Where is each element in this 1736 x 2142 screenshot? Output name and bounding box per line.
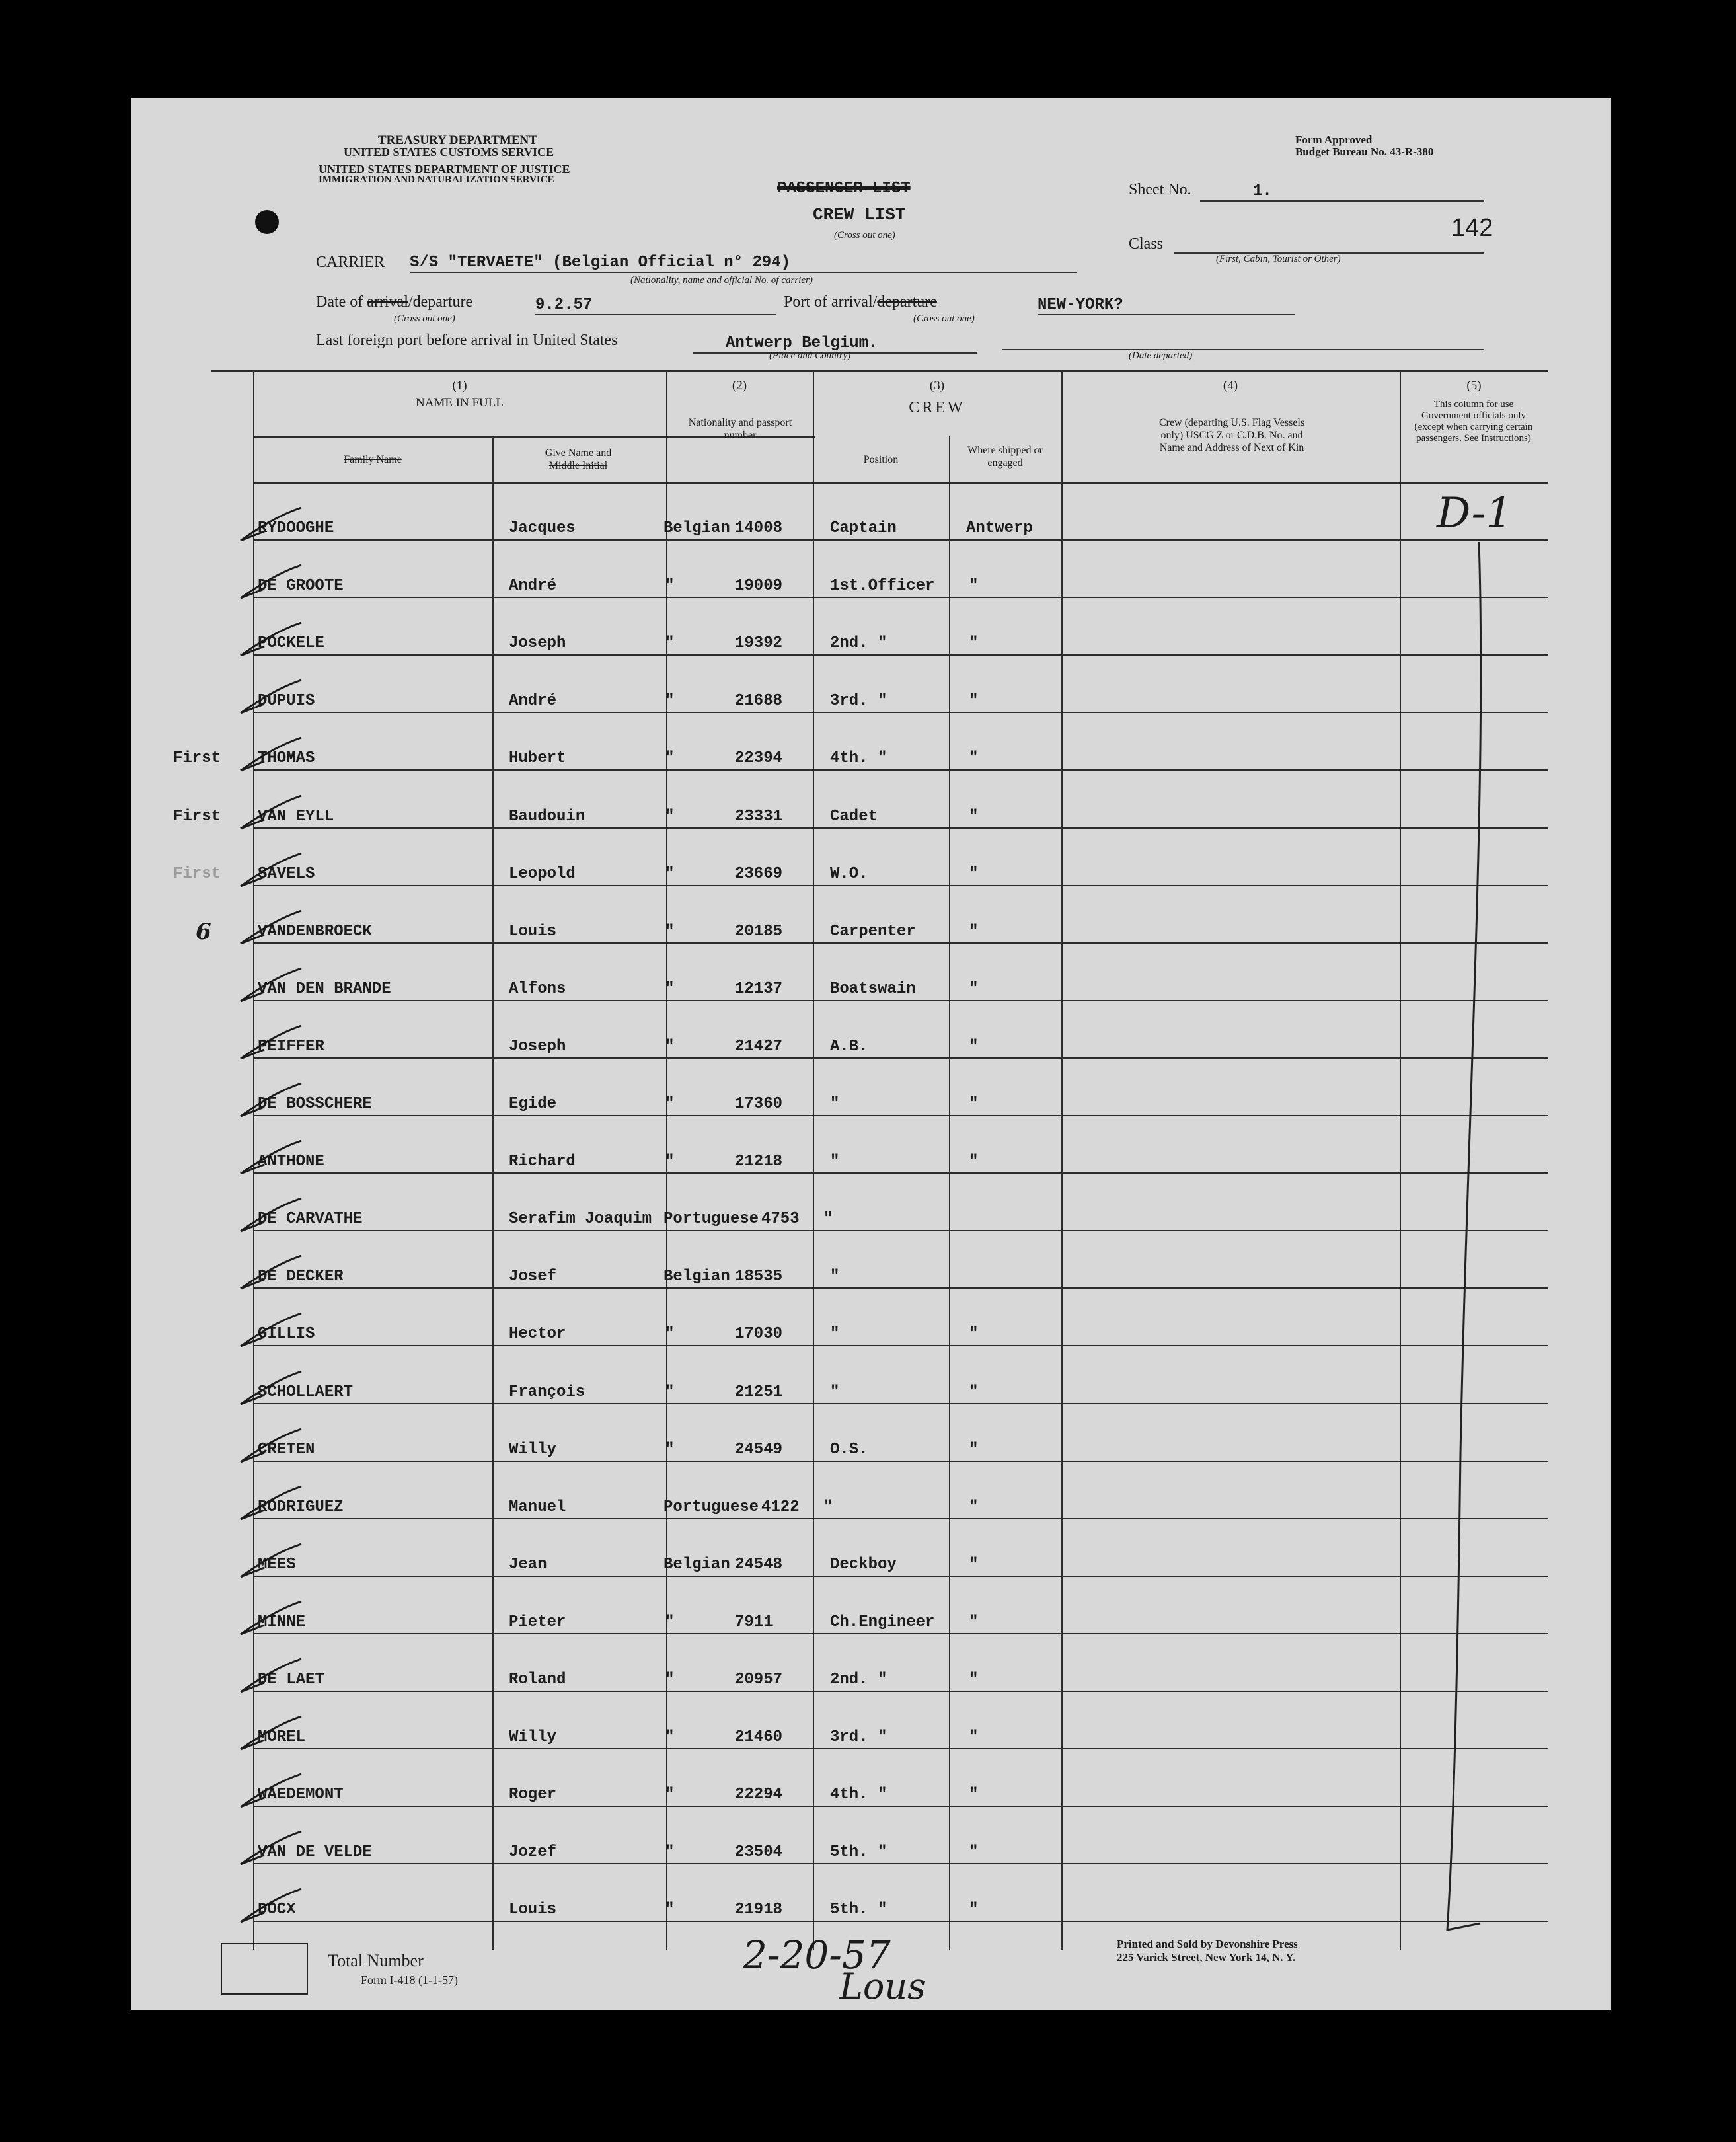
date-hint: (Cross out one) bbox=[394, 313, 455, 324]
where-shipped: Antwerp bbox=[966, 519, 1033, 537]
where-shipped: " bbox=[969, 1325, 979, 1344]
row-rule bbox=[253, 1172, 1548, 1174]
position: Deckboy bbox=[830, 1555, 897, 1574]
where-shipped: " bbox=[969, 577, 979, 595]
row-rule bbox=[253, 1461, 1548, 1462]
position: 4th. " bbox=[830, 1786, 887, 1804]
date-departed-field bbox=[1002, 345, 1484, 350]
nationality: " bbox=[665, 1843, 675, 1862]
last-port-hint: (Place and Country) bbox=[769, 350, 851, 361]
nationality: " bbox=[665, 1786, 675, 1804]
given-name: Manuel bbox=[509, 1498, 566, 1516]
passport-number: 12137 bbox=[735, 979, 783, 998]
row-rule bbox=[253, 942, 1548, 944]
title-hint: (Cross out one) bbox=[834, 230, 895, 241]
position: 3rd. " bbox=[830, 1728, 887, 1747]
row-rule bbox=[253, 1287, 1548, 1289]
passport-number: 4753 bbox=[761, 1210, 800, 1229]
carrier-label: CARRIER bbox=[316, 254, 385, 271]
nationality: " bbox=[665, 692, 675, 710]
row-rule bbox=[253, 1576, 1548, 1577]
position: W.O. bbox=[830, 864, 868, 883]
row-rule bbox=[253, 654, 1548, 656]
position: O.S. bbox=[830, 1440, 868, 1459]
col5-title: This column for use Government officials only (except when carrying certain passengers. See Instructions) bbox=[1414, 399, 1533, 443]
family-name: VAN DEN BRANDE bbox=[258, 979, 391, 998]
form-approved: Form Approved bbox=[1295, 134, 1373, 146]
position: A.B. bbox=[830, 1037, 868, 1055]
nationality: " bbox=[665, 864, 675, 883]
nationality: " bbox=[665, 1901, 675, 1919]
family-name: DOCX bbox=[258, 1901, 296, 1919]
where-shipped: " bbox=[969, 749, 979, 768]
col2-number: (2) bbox=[732, 379, 747, 393]
where-shipped: " bbox=[969, 1440, 979, 1459]
carrier-value: S/S "TERVAETE" (Belgian Official n° 294) bbox=[410, 254, 1077, 273]
given-name: Roland bbox=[509, 1671, 566, 1689]
row-rule bbox=[253, 1921, 1548, 1922]
date-label-struck: arrival bbox=[367, 293, 408, 311]
nationality: Belgian bbox=[663, 1555, 730, 1574]
port-label bbox=[784, 293, 937, 311]
col1-title: NAME IN FULL bbox=[416, 396, 504, 410]
where-shipped: " bbox=[969, 634, 979, 653]
struck-title: PASSENGER LIST bbox=[777, 180, 911, 198]
position: 1st.Officer bbox=[830, 577, 935, 595]
family-name: WAEDEMONT bbox=[258, 1786, 344, 1804]
row-rule bbox=[253, 1230, 1548, 1231]
punch-hole bbox=[255, 210, 279, 234]
given-name: François bbox=[509, 1383, 585, 1401]
position: " bbox=[830, 1268, 840, 1286]
passport-number: 23504 bbox=[735, 1843, 783, 1862]
nationality: Belgian bbox=[663, 519, 730, 537]
position: Boatswain bbox=[830, 979, 916, 998]
position: " bbox=[830, 1383, 840, 1401]
margin-note: First bbox=[173, 749, 221, 768]
row-rule bbox=[253, 1115, 1548, 1116]
agency-line-1: TREASURY DEPARTMENT bbox=[378, 134, 537, 147]
passport-number: 19392 bbox=[735, 634, 783, 653]
agency-line-2: UNITED STATES CUSTOMS SERVICE bbox=[344, 145, 554, 159]
passport-number: 21460 bbox=[735, 1728, 783, 1747]
passport-number: 21251 bbox=[735, 1383, 783, 1401]
col2-title: Nationality and passport number bbox=[688, 417, 792, 441]
passport-number: 24548 bbox=[735, 1555, 783, 1574]
position: 2nd. " bbox=[830, 1671, 887, 1689]
passport-number: 21688 bbox=[735, 692, 783, 710]
nationality: Portuguese bbox=[663, 1498, 759, 1516]
given-name: Leopold bbox=[509, 864, 576, 883]
nationality: " bbox=[665, 1728, 675, 1747]
where-shipped: " bbox=[969, 864, 979, 883]
nationality: " bbox=[665, 1383, 675, 1401]
col3a-title: Position bbox=[863, 454, 899, 465]
family-name: DE GROOTE bbox=[258, 577, 344, 595]
family-name: MEES bbox=[258, 1555, 296, 1574]
given-name: Jean bbox=[509, 1555, 547, 1574]
passport-number: 14008 bbox=[735, 519, 783, 537]
passport-number: 22394 bbox=[735, 749, 783, 768]
passport-number: 17030 bbox=[735, 1325, 783, 1344]
row-rule bbox=[253, 1518, 1548, 1519]
position: " bbox=[830, 1325, 840, 1344]
total-number-box bbox=[221, 1943, 308, 1995]
family-name: ANTHONE bbox=[258, 1153, 324, 1171]
given-name: Joseph bbox=[509, 1037, 566, 1055]
family-name: VANDENBROECK bbox=[258, 922, 372, 940]
nationality: " bbox=[665, 1095, 675, 1113]
disposition-bracket bbox=[1441, 529, 1500, 1943]
given-name: Alfons bbox=[509, 979, 566, 998]
where-shipped: " bbox=[969, 1786, 979, 1804]
position: 3rd. " bbox=[830, 692, 887, 710]
date-label-post: /departure bbox=[408, 293, 473, 311]
passport-number: 21218 bbox=[735, 1153, 783, 1171]
class-hint: (First, Cabin, Tourist or Other) bbox=[1216, 254, 1341, 264]
given-name: Willy bbox=[509, 1440, 557, 1459]
passport-number: 18535 bbox=[735, 1268, 783, 1286]
given-name: Josef bbox=[509, 1268, 557, 1286]
where-shipped: " bbox=[969, 1728, 979, 1747]
header-bottom-rule bbox=[253, 482, 1548, 484]
row-rule bbox=[253, 1806, 1548, 1807]
given-name: André bbox=[509, 577, 557, 595]
family-name: MINNE bbox=[258, 1613, 306, 1631]
given-name: Joseph bbox=[509, 634, 566, 653]
family-name: DE LAET bbox=[258, 1671, 324, 1689]
where-shipped: " bbox=[969, 979, 979, 998]
position: Captain bbox=[830, 519, 897, 537]
nationality: " bbox=[665, 1325, 675, 1344]
row-rule bbox=[253, 1633, 1548, 1634]
form-number: Form I-418 (1-1-57) bbox=[361, 1973, 458, 1987]
col5-number: (5) bbox=[1466, 379, 1482, 393]
position: 4th. " bbox=[830, 749, 887, 768]
position: 5th. " bbox=[830, 1901, 887, 1919]
page-number: 142 bbox=[1451, 214, 1493, 242]
family-name: VAN DE VELDE bbox=[258, 1843, 372, 1862]
family-name: MOREL bbox=[258, 1728, 306, 1747]
row-rule bbox=[253, 1000, 1548, 1001]
nationality: Portuguese bbox=[663, 1210, 759, 1229]
date-value: 9.2.57 bbox=[535, 296, 776, 315]
position: Cadet bbox=[830, 807, 878, 825]
port-label-pre: Port of arrival/ bbox=[784, 293, 878, 311]
agency-line-4: IMMIGRATION AND NATURALIZATION SERVICE bbox=[319, 174, 554, 185]
nationality: " bbox=[665, 1037, 675, 1055]
sheet-label: Sheet No. bbox=[1129, 181, 1191, 198]
where-shipped: " bbox=[969, 1843, 979, 1862]
given-name: Pieter bbox=[509, 1613, 566, 1631]
where-shipped: " bbox=[969, 807, 979, 825]
where-shipped: " bbox=[969, 922, 979, 940]
passport-number: 23669 bbox=[735, 864, 783, 883]
carrier-hint: (Nationality, name and official No. of carrier) bbox=[630, 275, 813, 286]
nationality: " bbox=[665, 807, 675, 825]
handwritten-date: 2-20-57 bbox=[743, 1932, 891, 1977]
col1b-title: Give Name and Middle Initial bbox=[545, 447, 612, 471]
col3-number: (3) bbox=[929, 379, 945, 393]
given-name: Roger bbox=[509, 1786, 557, 1804]
where-shipped: " bbox=[969, 1613, 979, 1631]
position: " bbox=[830, 1095, 840, 1113]
position: Ch.Engineer bbox=[830, 1613, 935, 1631]
last-port-value: Antwerp Belgium. bbox=[693, 334, 977, 354]
position: 5th. " bbox=[830, 1843, 887, 1862]
nationality: " bbox=[665, 1153, 675, 1171]
given-name: Jozef bbox=[509, 1843, 557, 1862]
disposition-note: D-1 bbox=[1437, 489, 1513, 538]
where-shipped: " bbox=[969, 1498, 979, 1516]
given-name: Richard bbox=[509, 1153, 576, 1171]
total-number-label: Total Number bbox=[328, 1951, 424, 1970]
margin-note: 6 bbox=[196, 918, 211, 945]
passport-number: 21918 bbox=[735, 1901, 783, 1919]
agency-line-3: UNITED STATES DEPARTMENT OF JUSTICE bbox=[319, 163, 570, 176]
nationality: Belgian bbox=[663, 1268, 730, 1286]
family-name: DE DECKER bbox=[258, 1268, 344, 1286]
col3-title: CREW bbox=[909, 399, 965, 416]
passport-number: 24549 bbox=[735, 1440, 783, 1459]
class-label: Class bbox=[1129, 235, 1164, 252]
position: " bbox=[823, 1210, 833, 1229]
where-shipped: " bbox=[969, 1671, 979, 1689]
family-name: POCKELE bbox=[258, 634, 324, 653]
printer-line-2: 225 Varick Street, New York 14, N. Y. bbox=[1117, 1951, 1296, 1964]
passport-number: 23331 bbox=[735, 807, 783, 825]
nationality: " bbox=[665, 634, 675, 653]
given-name: Egide bbox=[509, 1095, 557, 1113]
form-title: CREW LIST bbox=[813, 205, 906, 225]
nationality: " bbox=[665, 1613, 675, 1631]
row-rule bbox=[253, 1403, 1548, 1404]
printer-line-1: Printed and Sold by Devonshire Press bbox=[1117, 1938, 1298, 1950]
table-top-rule bbox=[211, 370, 1548, 372]
row-rule bbox=[253, 769, 1548, 771]
family-name: CRETEN bbox=[258, 1440, 315, 1459]
where-shipped: " bbox=[969, 1555, 979, 1574]
family-name: DE CARVATHE bbox=[258, 1210, 363, 1229]
given-name: Willy bbox=[509, 1728, 557, 1747]
position: " bbox=[830, 1153, 840, 1171]
family-name: SCHOLLAERT bbox=[258, 1383, 354, 1401]
passport-number: 22294 bbox=[735, 1786, 783, 1804]
where-shipped: " bbox=[969, 1901, 979, 1919]
row-rule bbox=[253, 1691, 1548, 1692]
nationality: " bbox=[665, 1440, 675, 1459]
nationality: " bbox=[665, 922, 675, 940]
row-rule bbox=[253, 1863, 1548, 1864]
nationality: " bbox=[665, 979, 675, 998]
sheet-number: 1. bbox=[1200, 182, 1484, 202]
row-rule bbox=[253, 597, 1548, 598]
where-shipped: " bbox=[969, 692, 979, 710]
col4-title: Crew (departing U.S. Flag Vessels only) USCG Z or C.D.B. No. and Name and Address of Next of Kin bbox=[1158, 417, 1305, 453]
margin-note: First bbox=[173, 864, 221, 883]
given-name: Louis bbox=[509, 922, 557, 940]
row-rule bbox=[253, 885, 1548, 886]
nationality: " bbox=[665, 749, 675, 768]
passport-number: 17360 bbox=[735, 1095, 783, 1113]
given-name: Jacques bbox=[509, 519, 576, 537]
date-departed-hint: (Date departed) bbox=[1129, 350, 1193, 361]
where-shipped: " bbox=[969, 1095, 979, 1113]
col3b-title: Where shipped or engaged bbox=[967, 445, 1043, 469]
row-rule bbox=[253, 539, 1548, 541]
row-rule bbox=[253, 827, 1548, 829]
date-label-pre: Date of bbox=[316, 293, 367, 311]
given-name: Louis bbox=[509, 1901, 557, 1919]
position: 2nd. " bbox=[830, 634, 887, 653]
given-name: Serafim Joaquim bbox=[509, 1210, 652, 1229]
row-rule bbox=[253, 1345, 1548, 1346]
where-shipped: " bbox=[969, 1153, 979, 1171]
col1-number: (1) bbox=[452, 379, 467, 393]
handwritten-initials: Lous bbox=[839, 1966, 926, 2007]
family-name: DE BOSSCHERE bbox=[258, 1095, 372, 1113]
position: Carpenter bbox=[830, 922, 916, 940]
passport-number: 19009 bbox=[735, 577, 783, 595]
col4-number: (4) bbox=[1223, 379, 1238, 393]
passport-number: 21427 bbox=[735, 1037, 783, 1055]
family-name: SAVELS bbox=[258, 864, 315, 883]
passport-number: 20957 bbox=[735, 1671, 783, 1689]
margin-note: First bbox=[173, 807, 221, 825]
nationality: " bbox=[665, 1671, 675, 1689]
row-rule bbox=[253, 712, 1548, 713]
date-label bbox=[316, 293, 472, 311]
where-shipped: " bbox=[969, 1037, 979, 1055]
where-shipped: " bbox=[969, 1383, 979, 1401]
family-name: RODRIGUEZ bbox=[258, 1498, 344, 1516]
port-label-struck: departure bbox=[877, 293, 937, 311]
passport-number: 4122 bbox=[761, 1498, 800, 1516]
last-port-label: Last foreign port before arrival in United States bbox=[316, 332, 618, 349]
col1a-title: Family Name bbox=[344, 454, 402, 465]
given-name: André bbox=[509, 692, 557, 710]
passport-number: 7911 bbox=[735, 1613, 773, 1631]
row-rule bbox=[253, 1748, 1548, 1749]
budget-bureau: Budget Bureau No. 43-R-380 bbox=[1295, 145, 1434, 158]
passport-number: 20185 bbox=[735, 922, 783, 940]
given-name: Baudouin bbox=[509, 807, 585, 825]
class-field bbox=[1174, 249, 1484, 254]
family-name: GILLIS bbox=[258, 1325, 315, 1344]
family-name: PEIFFER bbox=[258, 1037, 324, 1055]
port-hint: (Cross out one) bbox=[913, 313, 975, 324]
family-name: RYDOOGHE bbox=[258, 519, 334, 537]
port-value: NEW-YORK? bbox=[1038, 296, 1295, 315]
position: " bbox=[823, 1498, 833, 1516]
family-name: VAN EYLL bbox=[258, 807, 334, 825]
nationality: " bbox=[665, 577, 675, 595]
row-rule bbox=[253, 1057, 1548, 1059]
family-name: DUPUIS bbox=[258, 692, 315, 710]
given-name: Hector bbox=[509, 1325, 566, 1344]
family-name: THOMAS bbox=[258, 749, 315, 768]
given-name: Hubert bbox=[509, 749, 566, 768]
